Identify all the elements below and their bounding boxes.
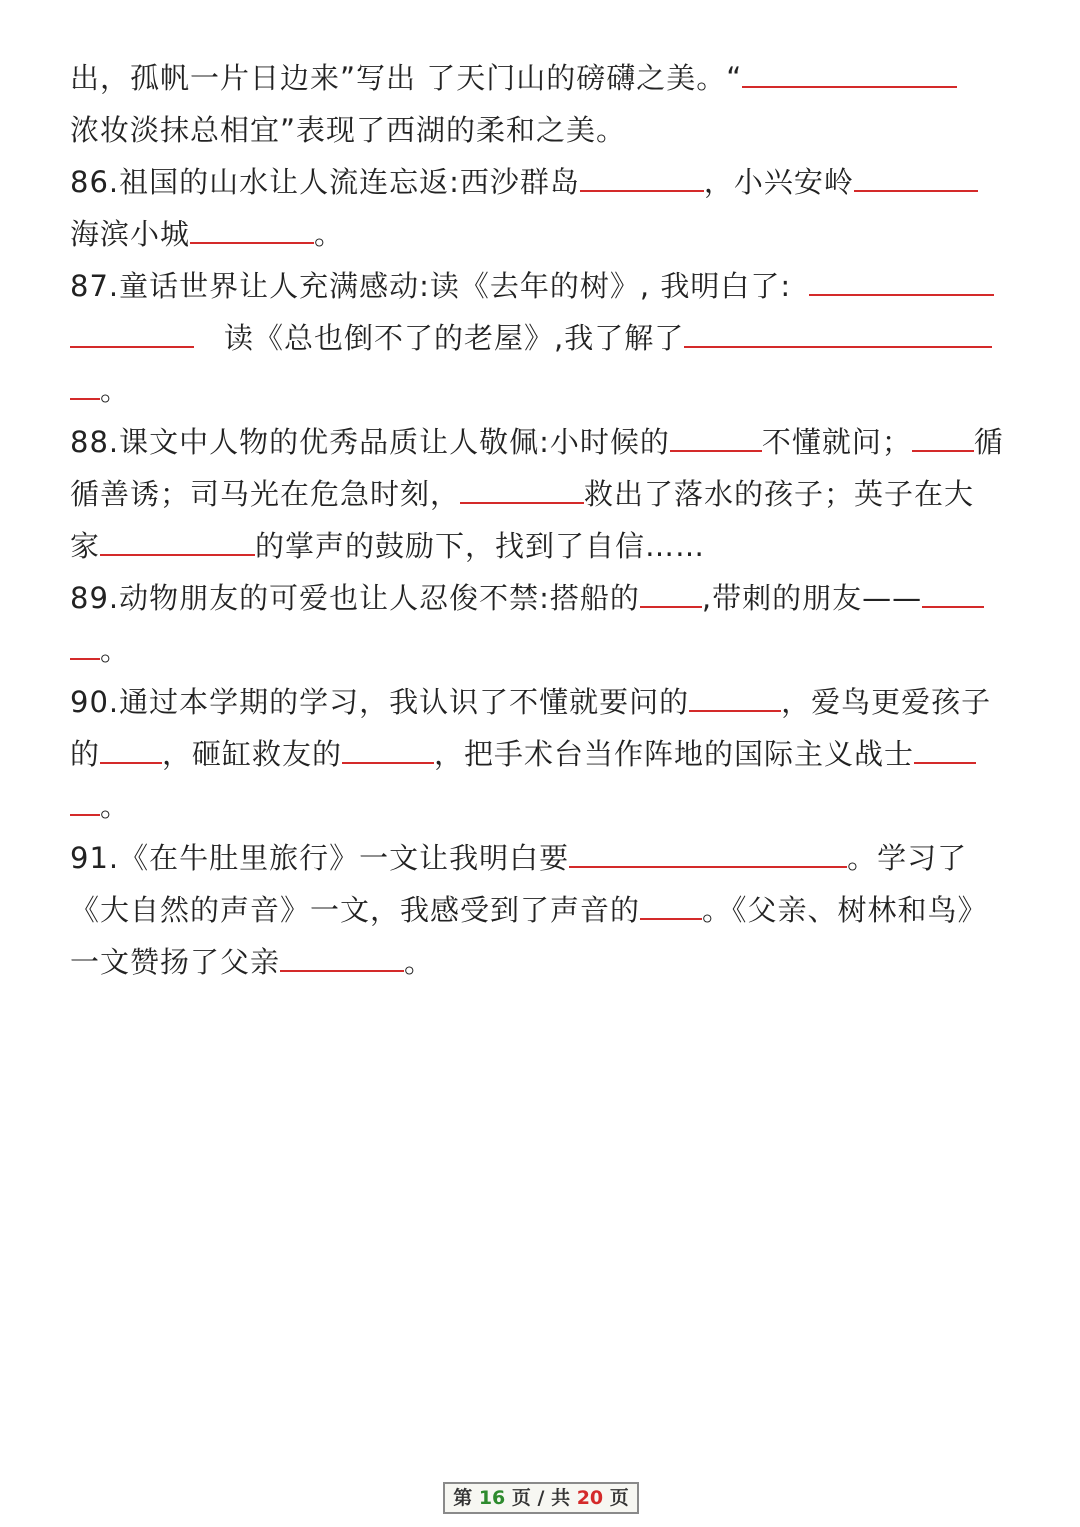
text-line: [70, 884, 1020, 936]
question-text: 不懂就问；: [761, 425, 912, 459]
question-88: [70, 416, 1020, 468]
question-text: ，把手术台当作阵地的国际主义战士: [434, 737, 915, 771]
question-86: [70, 156, 1020, 208]
page-suffix: 页: [609, 1487, 629, 1509]
question-text: 87.童话世界让人充满感动:读《去年的树》, 我明白了:: [70, 269, 792, 303]
answer-blank[interactable]: [70, 312, 194, 348]
answer-blank[interactable]: [640, 572, 702, 608]
question-text: 读《总也倒不了的老屋》,我了解了: [224, 321, 685, 355]
question-text: 《大自然的声音》一文，我感受到了声音的: [70, 893, 641, 927]
answer-blank[interactable]: [460, 468, 584, 504]
question-text: 。学习了: [847, 841, 968, 875]
answer-blank[interactable]: [280, 936, 404, 972]
question-text: 家: [70, 529, 101, 563]
question-text: 循善诱；司马光在危急时刻，: [70, 477, 461, 511]
question-text: 。: [404, 945, 435, 979]
answer-blank[interactable]: [809, 260, 994, 296]
answer-blank[interactable]: [640, 884, 702, 920]
text-line: [70, 104, 1020, 156]
question-text: 。: [100, 373, 131, 407]
text-line: [70, 624, 1020, 676]
question-text: ，砸缸救友的: [162, 737, 343, 771]
answer-blank[interactable]: [922, 572, 984, 608]
question-text: 90.通过本学期的学习，我认识了不懂就要问的: [70, 685, 690, 719]
passage-text: 浓妆淡抹总相宜”表现了西湖的柔和之美。: [70, 113, 627, 147]
question-text: ，爱鸟更爱孩子: [781, 685, 992, 719]
question-90: [70, 676, 1020, 728]
text-line: [70, 52, 1020, 104]
question-text: 。《父亲、树林和鸟》: [702, 893, 988, 927]
question-text: ，小兴安岭: [703, 165, 854, 199]
answer-blank[interactable]: [190, 208, 314, 244]
answer-blank[interactable]: [854, 156, 978, 192]
answer-blank[interactable]: [70, 364, 100, 400]
current-page-number: 16: [478, 1487, 506, 1509]
text-line: [70, 468, 1020, 520]
question-text: 的掌声的鼓励下，找到了自信……: [255, 529, 706, 563]
answer-blank[interactable]: [100, 520, 255, 556]
answer-blank[interactable]: [670, 416, 762, 452]
question-text: 的: [70, 737, 101, 771]
answer-blank[interactable]: [342, 728, 434, 764]
text-line: [70, 312, 1020, 364]
question-text: 86.祖国的山水让人流连忘返:西沙群岛: [70, 165, 580, 199]
answer-blank[interactable]: [689, 676, 781, 712]
answer-blank[interactable]: [70, 780, 100, 816]
question-text: 救出了落水的孩子；英子在大: [584, 477, 975, 511]
answer-blank[interactable]: [912, 416, 974, 452]
question-text: 91.《在牛肚里旅行》一文让我明白要: [70, 841, 570, 875]
question-text: 循: [973, 425, 1004, 459]
question-91: [70, 832, 1020, 884]
text-line: [70, 728, 1020, 780]
question-text: 。: [100, 633, 131, 667]
answer-blank[interactable]: [569, 832, 847, 868]
answer-blank[interactable]: [580, 156, 704, 192]
question-text: 88.课文中人物的优秀品质让人敬佩:小时候的: [70, 425, 670, 459]
answer-blank[interactable]: [100, 728, 162, 764]
passage-text: 出，孤帆一片日边来”写出 了天门山的磅礴之美。“: [70, 61, 743, 95]
answer-blank[interactable]: [70, 624, 100, 660]
page-prefix: 第: [453, 1487, 473, 1509]
worksheet: [70, 52, 1020, 988]
text-line: [70, 364, 1020, 416]
question-text: 89.动物朋友的可爱也让人忍俊不禁:搭船的: [70, 581, 640, 615]
total-pages-number: 20: [576, 1487, 604, 1509]
question-text: ,带刺的朋友——: [701, 581, 923, 615]
question-text: 。: [100, 789, 131, 823]
page-middle: 页 / 共: [511, 1487, 571, 1509]
question-text: 一文赞扬了父亲: [70, 945, 281, 979]
page-indicator: [443, 1482, 639, 1514]
text-line: [70, 520, 1020, 572]
text-line: [70, 208, 1020, 260]
text-line: [70, 780, 1020, 832]
text-line: [70, 936, 1020, 988]
question-87: [70, 260, 1020, 312]
answer-blank[interactable]: [742, 52, 957, 88]
question-text: 。: [314, 217, 345, 251]
answer-blank[interactable]: [684, 312, 992, 348]
answer-blank[interactable]: [914, 728, 976, 764]
question-text: 海滨小城: [70, 217, 191, 251]
question-89: [70, 572, 1020, 624]
